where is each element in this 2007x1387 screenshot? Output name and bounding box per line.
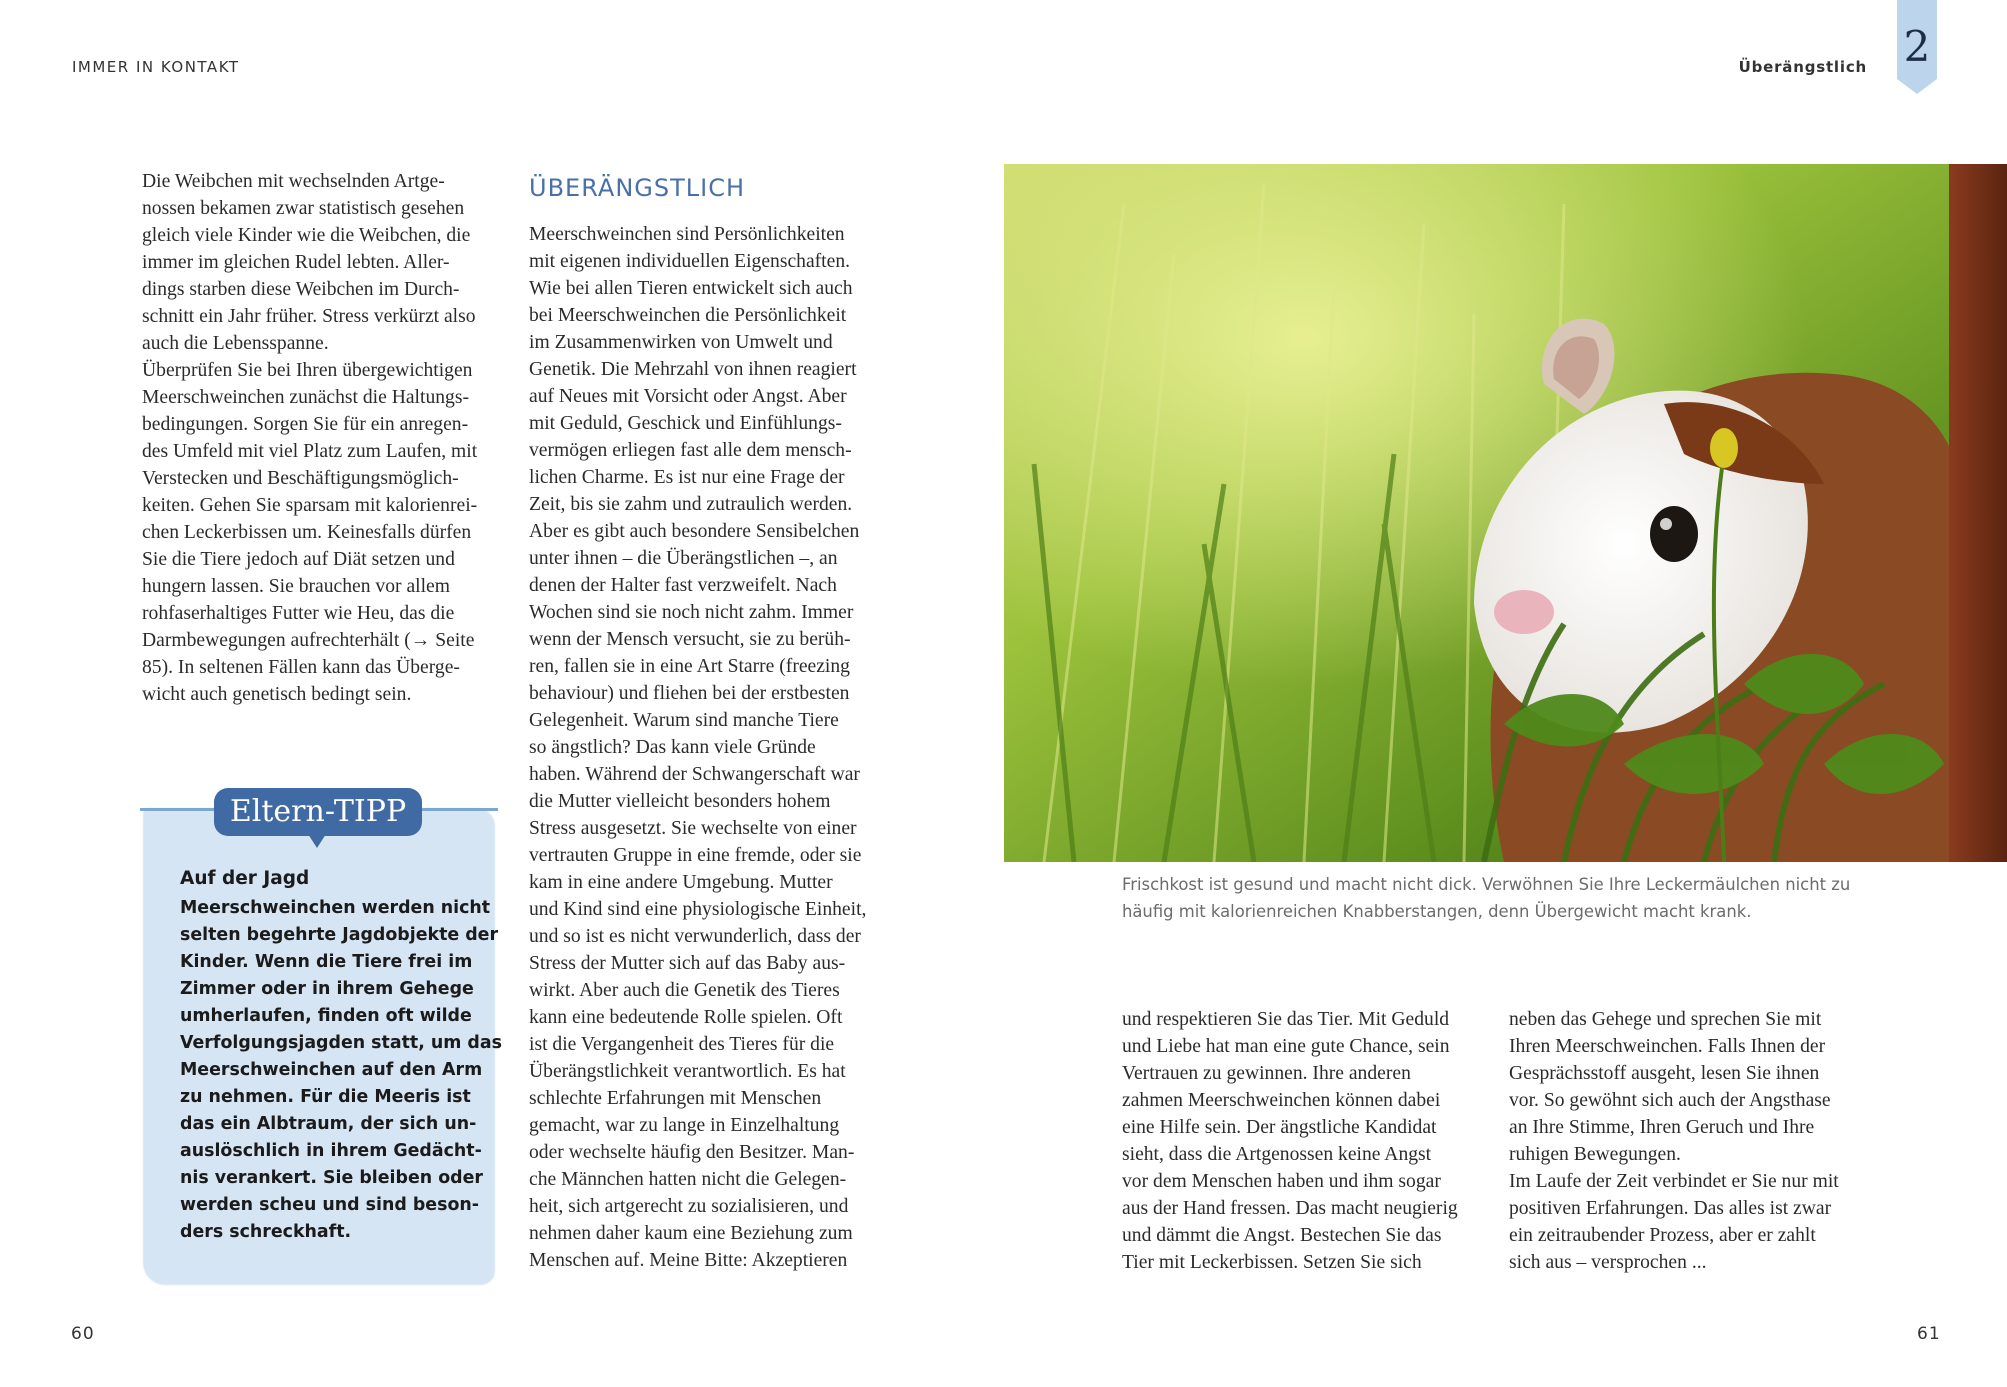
text-line: Menschen auf. Meine Bitte: Akzeptieren	[529, 1250, 848, 1271]
text-line: wicht auch genetisch bedingt sein.	[142, 684, 412, 705]
text-line: wenn der Mensch versucht, sie zu berüh-	[529, 629, 851, 650]
text-line: des Umfeld mit viel Platz zum Laufen, mit	[142, 441, 478, 462]
text-line: bei Meerschweinchen die Persönlichkeit	[529, 305, 847, 326]
running-head-left: IMMER IN KONTAKT	[72, 58, 240, 76]
text-line: Stress der Mutter sich auf das Baby aus-	[529, 953, 846, 974]
text-line: rohfaserhaltiges Futter wie Heu, das die	[142, 603, 455, 624]
text-line: schlechte Erfahrungen mit Menschen	[529, 1088, 822, 1109]
text-line: ren, fallen sie in eine Art Starre (freezing	[529, 656, 850, 677]
text-line: Sie die Tiere jedoch auf Diät setzen und	[142, 549, 455, 570]
text-line: Genetik. Die Mehrzahl von ihnen reagiert	[529, 359, 857, 380]
column-left	[142, 168, 492, 708]
text-line: wirkt. Aber auch die Genetik des Tieres	[529, 980, 840, 1001]
text-line: unter ihnen – die Überängstlichen –, an	[529, 548, 838, 569]
text-line: Verstecken und Beschäftigungsmöglich-	[142, 468, 459, 489]
text-line: nis verankert. Sie bleiben oder	[180, 1168, 483, 1188]
text-line: Verfolgungsjagden statt, um das	[180, 1033, 502, 1053]
text-line: behaviour) und fliehen bei der erstbesten	[529, 683, 850, 704]
text-line: Vertrauen zu gewinnen. Ihre anderen	[1122, 1063, 1411, 1084]
text-line: kann eine bedeutende Rolle spielen. Oft	[529, 1007, 843, 1028]
text-line: bedingungen. Sorgen Sie für ein anregen-	[142, 414, 469, 435]
text-line: denen der Halter fast verzweifelt. Nach	[529, 575, 837, 596]
tip-title: Auf der Jagd	[180, 868, 310, 889]
text-line: mit Geduld, Geschick und Einfühlungs-	[529, 413, 842, 434]
text-line: und Kind sind eine physiologische Einheit,	[529, 899, 867, 920]
text-line: haben. Während der Schwangerschaft war	[529, 764, 860, 785]
text-line: schnitt ein Jahr früher. Stress verkürzt also	[142, 306, 476, 327]
text-line: immer im gleichen Rudel lebten. Aller-	[142, 252, 450, 273]
text-line: positiven Erfahrungen. Das alles ist zwar	[1509, 1198, 1832, 1219]
tip-label-pointer	[308, 834, 326, 848]
text-line: auf Neues mit Vorsicht oder Angst. Aber	[529, 386, 847, 407]
text-line: zahmen Meerschweinchen können dabei	[1122, 1090, 1441, 1111]
text-line: aus der Hand fressen. Das macht neugierig	[1122, 1198, 1458, 1219]
text-line: lichen Charme. Es ist nur eine Frage der	[529, 467, 845, 488]
text-line: oder wechselte häufig den Besitzer. Man-	[529, 1142, 855, 1163]
text-line: selten begehrte Jagdobjekte der	[180, 925, 499, 945]
text-line: Wochen sind sie noch nicht zahm. Immer	[529, 602, 854, 623]
text-line: sich aus – versprochen ...	[1509, 1252, 1707, 1273]
text-line: Kinder. Wenn die Tiere frei im	[180, 952, 473, 972]
text-line: vermögen erliegen fast alle dem mensch-	[529, 440, 852, 461]
photo-caption	[1122, 871, 1902, 925]
text-line: vor dem Menschen haben und ihm sogar	[1122, 1171, 1441, 1192]
text-line: mit eigenen individuellen Eigenschaften.	[529, 251, 851, 272]
text-line: nossen bekamen zwar statistisch gesehen	[142, 198, 465, 219]
text-line: Die Weibchen mit wechselnden Artge-	[142, 171, 445, 192]
text-line: Meerschweinchen zunächst die Haltungs-	[142, 387, 469, 408]
text-line: nehmen daher kaum eine Beziehung zum	[529, 1223, 853, 1244]
running-head-right: Überängstlich	[1738, 58, 1867, 76]
text-line: die Mutter vielleicht besonders hohem	[529, 791, 831, 812]
text-line: Stress ausgesetzt. Sie wechselte von einer	[529, 818, 857, 839]
text-line: Gesprächsstoff ausgeht, lesen Sie ihnen	[1509, 1063, 1820, 1084]
text-line: heit, sich artgerecht zu sozialisieren, und	[529, 1196, 849, 1217]
text-line: Aber es gibt auch besondere Sensibelchen	[529, 521, 860, 542]
text-line: Meerschweinchen sind Persönlichkeiten	[529, 224, 845, 245]
text-line: eine Hilfe sein. Der ängstliche Kandidat	[1122, 1117, 1437, 1138]
page-number-left: 60	[71, 1324, 95, 1344]
text-line: umherlaufen, finden oft wilde	[180, 1006, 472, 1026]
text-line: vertrauten Gruppe in eine fremde, oder sie	[529, 845, 862, 866]
guinea-pig-photo	[1004, 164, 2007, 862]
text-line: che Männchen hatten nicht die Gelegen-	[529, 1169, 847, 1190]
text-line: Zimmer oder in ihrem Gehege	[180, 979, 474, 999]
text-line: dings starben diese Weibchen im Durch-	[142, 279, 460, 300]
text-line: Gelegenheit. Warum sind manche Tiere	[529, 710, 839, 731]
text-line: kam in eine andere Umgebung. Mutter	[529, 872, 833, 893]
text-line: Tier mit Leckerbissen. Setzen Sie sich	[1122, 1252, 1422, 1273]
text-line: 85). In seltenen Fällen kann das Überge-	[142, 657, 460, 678]
page-number-right: 61	[1917, 1324, 1941, 1344]
tip-label: Eltern-TIPP	[214, 788, 422, 836]
text-line: und dämmt die Angst. Bestechen Sie das	[1122, 1225, 1442, 1246]
text-line: gleich viele Kinder wie die Weibchen, die	[142, 225, 471, 246]
text-line: Frischkost ist gesund und macht nicht dick. Verwöhnen Sie Ihre Leckermäulchen nicht zu	[1122, 875, 1851, 894]
text-line: Im Laufe der Zeit verbindet er Sie nur mit	[1509, 1171, 1839, 1192]
tip-body	[180, 895, 502, 1246]
column-4	[1509, 1006, 1889, 1276]
text-line: so ängstlich? Das kann viele Gründe	[529, 737, 816, 758]
text-line: keiten. Gehen Sie sparsam mit kalorienrei-	[142, 495, 478, 516]
text-line: Meerschweinchen werden nicht	[180, 898, 491, 918]
text-line: vor. So gewöhnt sich auch der Angsthase	[1509, 1090, 1831, 1111]
text-line: zu nehmen. Für die Meeris ist	[180, 1087, 471, 1107]
text-line: Überängstlichkeit verantwortlich. Es hat	[529, 1061, 846, 1082]
column-3	[1122, 1006, 1492, 1276]
text-line: Zeit, bis sie zahm und zutraulich werden.	[529, 494, 853, 515]
text-line: häufig mit kalorienreichen Knabberstangen, denn Übergewicht macht krank.	[1122, 902, 1752, 921]
text-line: sieht, dass die Artgenossen keine Angst	[1122, 1144, 1432, 1165]
text-line: ders schreckhaft.	[180, 1222, 352, 1242]
text-line: Wie bei allen Tieren entwickelt sich auch	[529, 278, 853, 299]
text-line: Ihren Meerschweinchen. Falls Ihnen der	[1509, 1036, 1826, 1057]
text-line: ist die Vergangenheit des Tieres für die	[529, 1034, 835, 1055]
text-line: Meerschweinchen auf den Arm	[180, 1060, 483, 1080]
chapter-number: 2	[1903, 22, 1931, 71]
text-line: an Ihre Stimme, Ihren Geruch und Ihre	[1509, 1117, 1815, 1138]
section-body	[529, 221, 889, 1274]
text-line: werden scheu und sind beson-	[180, 1195, 479, 1215]
text-line: ein zeitraubender Prozess, aber er zahlt	[1509, 1225, 1816, 1246]
text-line: gemacht, war zu lange in Einzelhaltung	[529, 1115, 840, 1136]
text-line: im Zusammenwirken von Umwelt und	[529, 332, 833, 353]
text-line: auslöschlich in ihrem Gedächt-	[180, 1141, 482, 1161]
text-line: neben das Gehege und sprechen Sie mit	[1509, 1009, 1822, 1030]
text-line: hungern lassen. Sie brauchen vor allem	[142, 576, 450, 597]
text-line: chen Leckerbissen um. Keinesfalls dürfen	[142, 522, 472, 543]
text-line: auch die Lebensspanne.	[142, 333, 329, 354]
text-line: Überprüfen Sie bei Ihren übergewichtigen	[142, 360, 473, 381]
text-line: das ein Albtraum, der sich un-	[180, 1114, 477, 1134]
text-line: und so ist es nicht verwunderlich, dass der	[529, 926, 861, 947]
section-heading: ÜBERÄNGSTLICH	[529, 174, 746, 202]
text-line: und respektieren Sie das Tier. Mit Geduld	[1122, 1009, 1450, 1030]
text-line: Darmbewegungen aufrechterhält (→ Seite	[142, 630, 475, 651]
text-line: ruhigen Bewegungen.	[1509, 1144, 1681, 1165]
text-line: und Liebe hat man eine gute Chance, sein	[1122, 1036, 1450, 1057]
